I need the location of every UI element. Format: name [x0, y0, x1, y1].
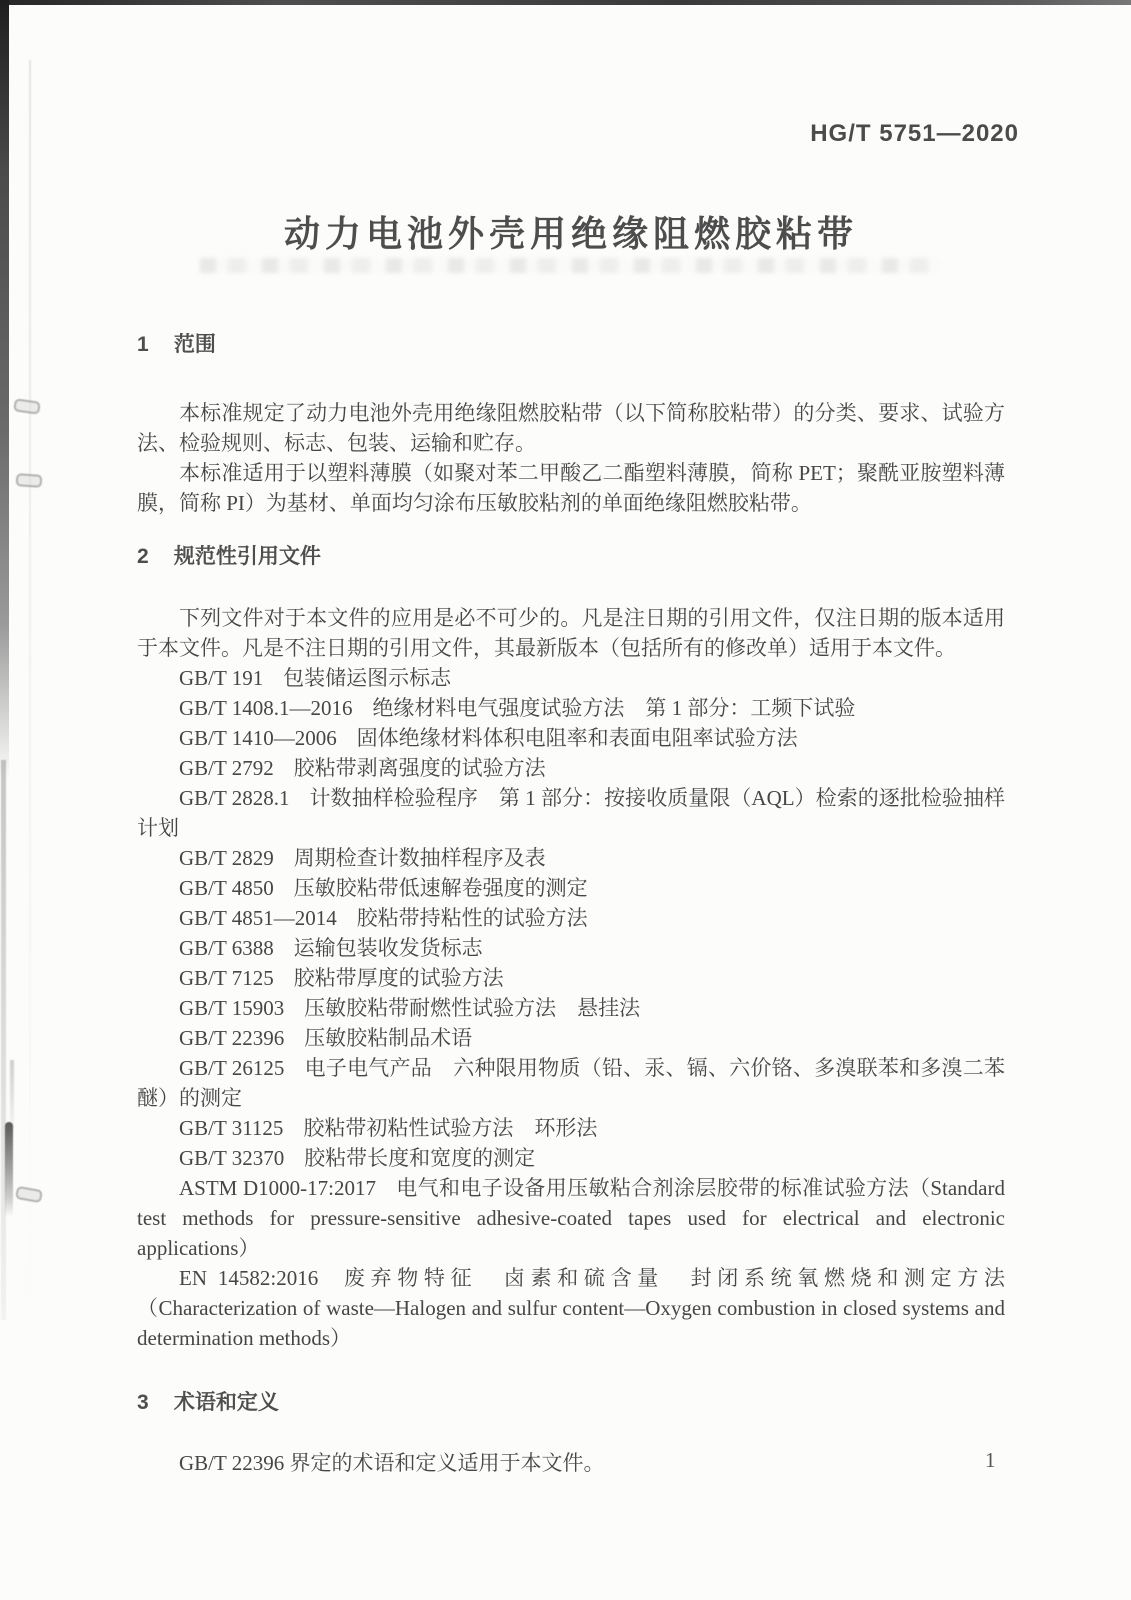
terms-paragraph: GB/T 22396 界定的术语和定义适用于本文件。 — [179, 1451, 605, 1475]
staple-mark — [16, 473, 43, 488]
reference-item — [137, 783, 1005, 843]
reference-code: GB/T 1408.1—2016 — [179, 696, 353, 720]
reference-item — [137, 663, 1005, 693]
reference-code: GB/T 4851—2014 — [179, 906, 337, 930]
reference-code: GB/T 2792 — [179, 756, 274, 780]
reference-item — [137, 723, 1005, 753]
reference-code: EN 14582:2016 — [179, 1266, 319, 1290]
section-heading-terms — [137, 1388, 1005, 1418]
reference-item — [137, 1113, 1005, 1143]
document-title: 动力电池外壳用绝缘阻燃胶粘带 — [283, 213, 858, 254]
reference-item — [137, 1053, 1005, 1113]
standard-number: HG/T 5751—2020 — [810, 120, 1019, 147]
reference-title: 压敏胶粘制品术语 — [304, 1026, 473, 1050]
scan-smudge — [10, 1060, 14, 1130]
reference-code: GB/T 6388 — [179, 936, 274, 960]
references-intro: 下列文件对于本文件的应用是必不可少的。凡是注日期的引用文件，仅注日期的版本适用于本文件。凡是不注日期的引用文件，其最新版本（包括所有的修改单）适用于本文件。 — [137, 606, 1005, 660]
section-number: 1 — [137, 333, 149, 356]
reference-code: GB/T 1410—2006 — [179, 726, 337, 750]
reference-code: ASTM D1000-17:2017 — [179, 1176, 376, 1200]
reference-title: 胶粘带初粘性试验方法 环形法 — [303, 1116, 598, 1140]
showthrough-ghost-text — [200, 258, 940, 273]
section-title: 术语和定义 — [173, 1391, 279, 1414]
reference-code: GB/T 191 — [179, 666, 264, 690]
reference-title: 压敏胶粘带耐燃性试验方法 悬挂法 — [304, 996, 641, 1020]
staple-mark — [15, 1186, 43, 1203]
section-title: 范围 — [173, 333, 216, 356]
reference-item — [137, 873, 1005, 903]
reference-title: 电子电气产品 六种限用物质（铅、汞、镉、六价铬、多溴联苯和多溴二苯醚）的测定 — [137, 1056, 1005, 1110]
reference-item — [137, 1023, 1005, 1053]
reference-title: 运输包装收发货标志 — [293, 936, 483, 960]
reference-code: GB/T 2829 — [179, 846, 274, 870]
reference-item — [137, 1263, 1005, 1353]
reference-title: 固体绝缘材料体积电阻率和表面电阻率试验方法 — [356, 726, 798, 750]
reference-title: 周期检查计数抽样程序及表 — [293, 846, 546, 870]
section-heading-normative-references — [137, 542, 1005, 572]
reference-code: GB/T 2828.1 — [179, 786, 290, 810]
reference-title: 胶粘带持粘性的试验方法 — [356, 906, 588, 930]
reference-item — [137, 933, 1005, 963]
scan-edge-left — [0, 0, 9, 780]
scope-paragraph-2: 本标准适用于以塑料薄膜（如聚对苯二甲酸乙二酯塑料薄膜，简称 PET；聚酰亚胺塑料薄膜，简称 PI）为基材、单面均匀涂布压敏胶粘剂的单面绝缘阻燃胶粘带。 — [137, 461, 1005, 515]
section-heading-scope — [137, 330, 1005, 360]
reference-title: 包装储运图示标志 — [283, 666, 452, 690]
reference-item — [137, 903, 1005, 933]
page-number: 1 — [985, 1448, 996, 1472]
reference-code: GB/T 4850 — [179, 876, 274, 900]
reference-item — [137, 693, 1005, 723]
paper-crease — [29, 60, 31, 1320]
reference-title: 胶粘带剥离强度的试验方法 — [293, 756, 546, 780]
staple-mark — [13, 398, 41, 414]
reference-title: 绝缘材料电气强度试验方法 第 1 部分：工频下试验 — [372, 696, 856, 720]
reference-title: 胶粘带厚度的试验方法 — [293, 966, 504, 990]
reference-title: 废弃物特征 卤素和硫含量 封闭系统氧燃烧和测定方法（Characterization of waste—Halogen and sulfur content—Oxygen combustion in closed systems and determination methods） — [137, 1266, 1006, 1350]
scan-edge-top — [0, 0, 1131, 5]
reference-item — [137, 753, 1005, 783]
content-column — [137, 330, 1005, 1478]
reference-item — [137, 993, 1005, 1023]
reference-title: 胶粘带长度和宽度的测定 — [304, 1146, 536, 1170]
reference-code: GB/T 15903 — [179, 996, 285, 1020]
reference-code: GB/T 32370 — [179, 1146, 285, 1170]
reference-code: GB/T 22396 — [179, 1026, 285, 1050]
section-title: 规范性引用文件 — [173, 545, 321, 568]
scan-smudge — [5, 1122, 13, 1217]
reference-title: 电气和电子设备用压敏粘合剂涂层胶带的标准试验方法（Standard test methods for pressure-sensitive adhesive-coated tapes used for electrical and electronic applications） — [137, 1176, 1005, 1260]
reference-item — [137, 843, 1005, 873]
section-number: 3 — [137, 1391, 149, 1414]
reference-item — [137, 963, 1005, 993]
scope-paragraph-1: 本标准规定了动力电池外壳用绝缘阻燃胶粘带（以下简称胶粘带）的分类、要求、试验方法、检验规则、标志、包装、运输和贮存。 — [137, 401, 1005, 455]
reference-item — [137, 1143, 1005, 1173]
scan-edge-left-lower — [1, 760, 6, 1320]
reference-title: 压敏胶粘带低速解卷强度的测定 — [293, 876, 588, 900]
reference-code: GB/T 26125 — [179, 1056, 285, 1080]
reference-item — [137, 1173, 1005, 1263]
section-number: 2 — [137, 545, 149, 568]
reference-code: GB/T 7125 — [179, 966, 274, 990]
reference-title: 计数抽样检验程序 第 1 部分：按接收质量限（AQL）检索的逐批检验抽样计划 — [137, 786, 1005, 840]
reference-code: GB/T 31125 — [179, 1116, 284, 1140]
